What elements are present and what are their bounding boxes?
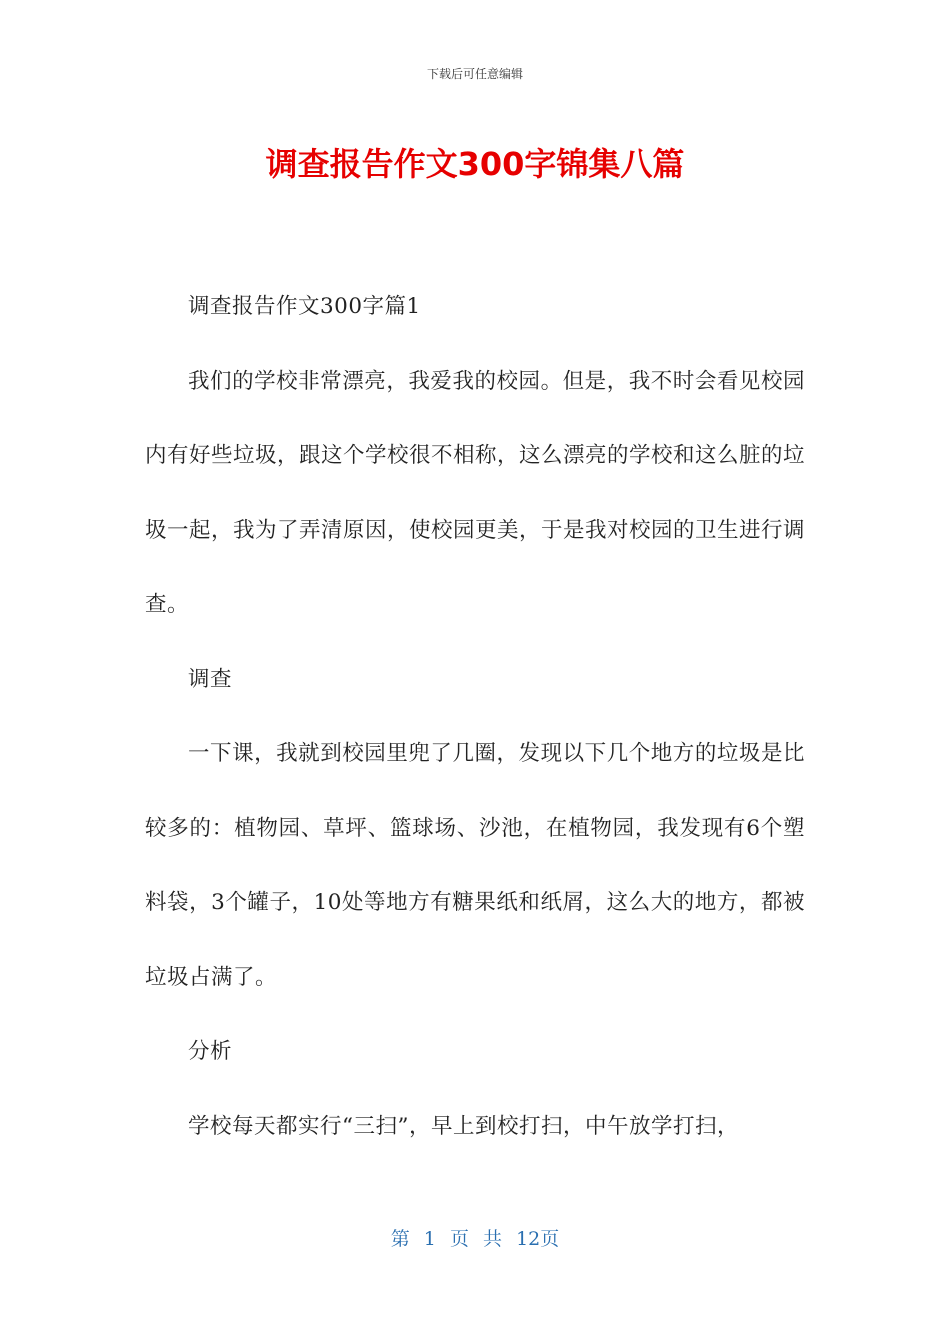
paragraph: 一下课，我就到校园里兜了几圈，发现以下几个地方的垃圾是比较多的：植物园、草坪、篮球场、沙池，在植物园，我发现有6个塑料袋，3个罐子，10处等地方有糖果纸和纸屑，这么大的地方，都被垃圾占满了。 [145, 741, 805, 990]
section-heading: 调查报告作文300字篇1 [188, 294, 421, 319]
footer-prefix: 第 [390, 1228, 410, 1250]
footer-current-page: 1 [423, 1228, 436, 1250]
footer-page-label: 页 [449, 1228, 469, 1250]
footer-total-label: 共 [483, 1228, 503, 1250]
footer-total-pages: 12页 [516, 1228, 560, 1250]
page-header-note: 下载后可任意编辑 [426, 67, 523, 81]
paragraph: 学校每天都实行“三扫”，早上到校打扫，中午放学打扫， [188, 1113, 739, 1139]
section-heading: 分析 [188, 1039, 233, 1064]
document-title: 调查报告作文300字锦集八篇 [265, 145, 685, 183]
paragraph: 我们的学校非常漂亮，我爱我的校园。但是，我不时会看见校园内有好些垃圾，跟这个学校很不相称，这么漂亮的学校和这么脏的垃圾一起，我为了弄清原因，使校园更美，于是我对校园的卫生进行调查。 [145, 368, 806, 617]
document-body [145, 270, 805, 1164]
page-number-footer [0, 1226, 950, 1252]
section-heading: 调查 [188, 666, 233, 692]
